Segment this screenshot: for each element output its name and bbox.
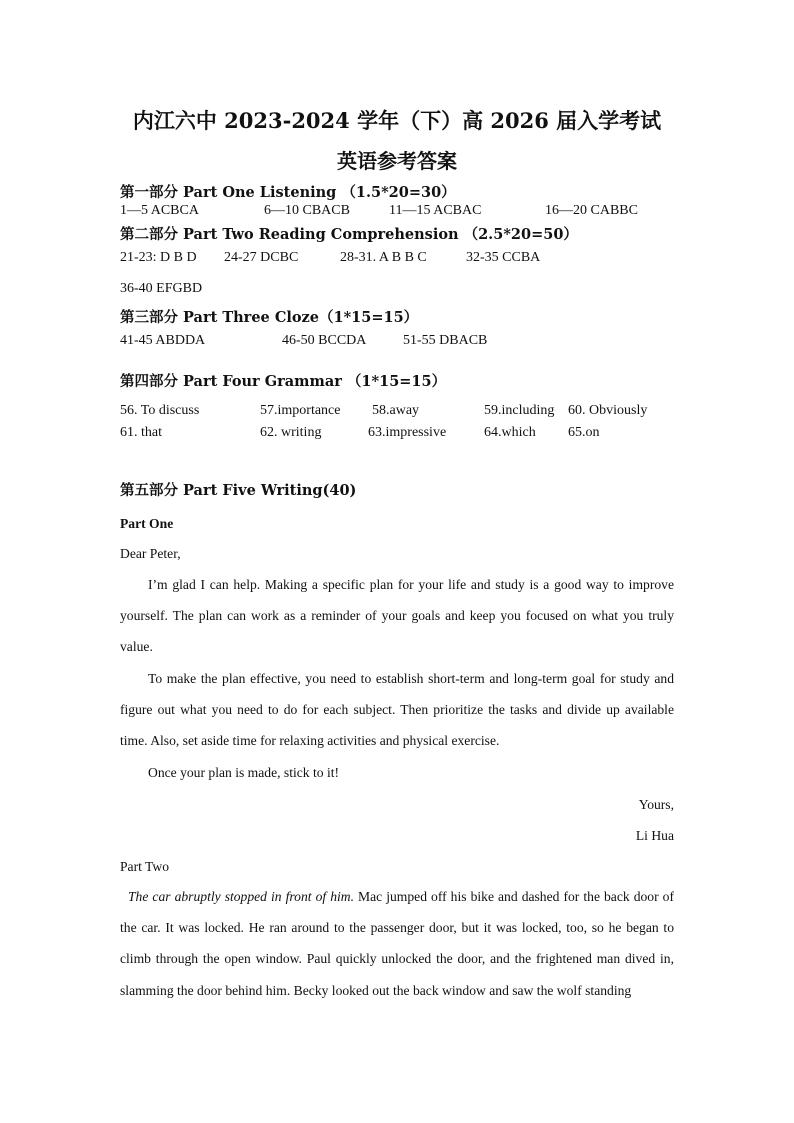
story-text: Mac jumped off his bike and dashed for the back door of the car. It was locked. He ran around to the passenger door, but it was locked, too, so he began to climb through the open window. Paul quickly unlocked the door, and the frightened man dived in, slamming the door behind him. Becky looked out the back window and saw the wolf standing <box>120 889 674 998</box>
grammar-answer: 60. Obviously <box>568 403 648 418</box>
letter-paragraph: To make the plan effective, you need to establish short-term and long-term goal for study and figure out what you need to do for each subject. Then prioritize the tasks and divide up available time. Also, set aside time for relaxing activities and physical exercise. <box>120 671 674 749</box>
answer-group: 51-55 DBACB <box>403 333 488 348</box>
page-title: 内江六中 2023-2024 学年（下）高 2026 届入学考试 <box>132 108 662 133</box>
grammar-answer: 58.away <box>372 403 420 418</box>
part-five-heading: 第五部分 Part Five Writing(40) <box>120 482 357 499</box>
story-paragraph <box>120 881 674 1006</box>
part-one-heading: 第一部分 Part One Listening （1.5*20=30） <box>120 184 456 201</box>
answer-group: 32-35 CCBA <box>466 250 541 265</box>
answer-group: 24-27 DCBC <box>224 250 299 265</box>
answer-group: 6—10 CBACB <box>264 203 350 218</box>
answer-group: 46-50 BCCDA <box>282 333 367 348</box>
letter-closing: Yours, <box>638 797 674 812</box>
grammar-answer: 62. writing <box>260 425 322 440</box>
answer-group: 21-23: D B D <box>120 250 197 265</box>
grammar-answer: 64.which <box>484 425 536 440</box>
part-two-heading: 第二部分 Part Two Reading Comprehension （2.5*20=50） <box>120 226 578 243</box>
letter-salutation: Dear Peter, <box>120 546 181 561</box>
page-subtitle: 英语参考答案 <box>337 149 457 173</box>
answer-group: 11—15 ACBAC <box>389 203 482 218</box>
grammar-answer: 59.including <box>484 403 555 418</box>
part-two-label: Part Two <box>120 859 170 874</box>
answer-group: 16—20 CABBC <box>545 203 638 218</box>
grammar-answer: 57.importance <box>260 403 341 418</box>
answer-group: 28-31. A B B C <box>340 250 427 265</box>
grammar-answer: 61. that <box>120 425 162 440</box>
answer-group: 1—5 ACBCA <box>120 203 199 218</box>
grammar-answer: 63.impressive <box>368 425 447 440</box>
grammar-answer: 56. To discuss <box>120 403 200 418</box>
letter-signature: Li Hua <box>635 828 674 843</box>
part-one-label: Part One <box>120 516 174 531</box>
part-four-heading: 第四部分 Part Four Grammar （1*15=15） <box>120 373 447 390</box>
part-three-heading: 第三部分 Part Three Cloze（1*15=15） <box>120 309 419 326</box>
letter-paragraph: Once your plan is made, stick to it! <box>148 765 340 780</box>
grammar-answer: 65.on <box>568 425 600 440</box>
answer-group: 36-40 EFGBD <box>120 281 203 296</box>
answer-group: 41-45 ABDDA <box>120 333 206 348</box>
letter-paragraph: I’m glad I can help. Making a specific plan for your life and study is a good way to improve yourself. The plan can work as a reminder of your goals and keep you focused on what you truly value. <box>120 577 674 655</box>
story-lead-sentence: The car abruptly stopped in front of him. <box>128 889 354 904</box>
